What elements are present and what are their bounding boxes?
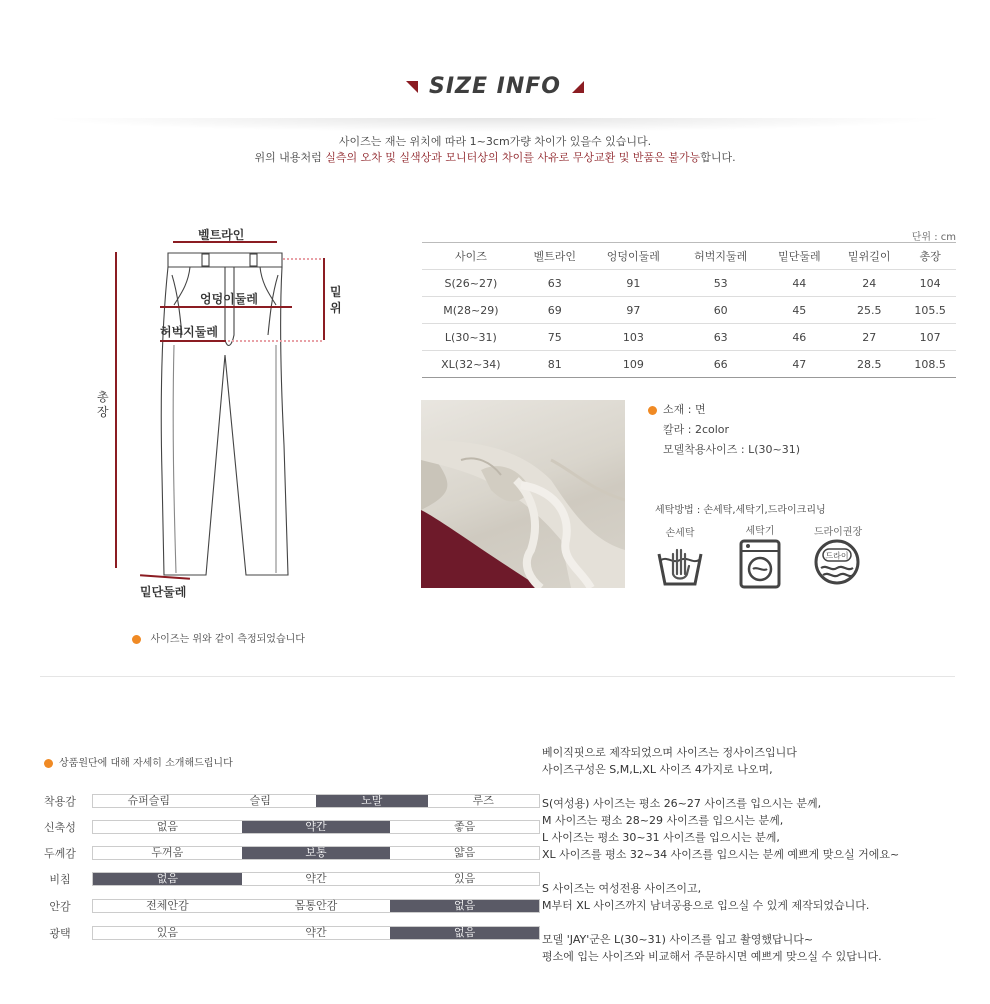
machine-wash-label: 세탁기: [745, 526, 775, 537]
cell: 45: [764, 297, 834, 324]
cell: 44: [764, 270, 834, 297]
fabric-row-label: 비침: [49, 873, 71, 886]
fabric-option-selected: 없음: [93, 873, 242, 885]
header-rise: 밑위길이: [834, 243, 904, 270]
table-row: [422, 351, 956, 378]
notice-line-1: 사이즈는 재는 위치에 따라 1~3cm가량 차이가 있을수 있습니다.: [338, 135, 652, 148]
cell: 107: [904, 324, 956, 351]
description-line: [542, 863, 899, 880]
fabric-row-label: 안감: [49, 900, 71, 913]
fabric-scale-bar: [92, 899, 540, 913]
total-length-measure-line: [115, 252, 117, 568]
cell: 63: [677, 324, 764, 351]
cell: 108.5: [904, 351, 956, 378]
color-line: 칼라 : 2color: [663, 423, 730, 436]
wash-method: 세탁방법 : 손세탁,세탁기,드라이크리닝: [655, 505, 826, 516]
title-text: SIZE INFO: [429, 74, 561, 99]
header-size: 사이즈: [422, 243, 520, 270]
model-size-line: 모델착용사이즈 : L(30~31): [663, 443, 801, 456]
cell: 105.5: [904, 297, 956, 324]
fabric-option: 약간: [305, 926, 327, 939]
header-hip: 엉덩이둘레: [590, 243, 677, 270]
bullet-icon: [44, 759, 53, 768]
description-line: [542, 778, 899, 795]
cell: 103: [590, 324, 677, 351]
thigh-measure-line: [160, 340, 226, 342]
fabric-row-label: 신축성: [44, 821, 76, 834]
notice-line-2: 위의 내용처럼 실측의 오차 및 실색상과 모니터상의 차이를 사유로 무상교환 및 반품은 불가능합니다.: [254, 151, 736, 164]
cell: M(28~29): [422, 297, 520, 324]
size-notice: [0, 134, 990, 166]
material-line: 소재 : 면: [648, 400, 800, 420]
bullet-icon: [132, 635, 141, 644]
rise-guide-top: [283, 258, 325, 260]
fabric-row: [40, 794, 500, 808]
fabric-row: [40, 820, 500, 834]
description-line: [542, 914, 899, 931]
fabric-option-selected: 보통: [242, 847, 391, 859]
cell: 28.5: [834, 351, 904, 378]
fabric-option: 전체안감: [146, 899, 189, 912]
fabric-scale-bar: [92, 926, 540, 940]
hand-wash-label: 손세탁: [665, 528, 695, 539]
table-header-row: [422, 243, 956, 270]
rise-measure-line: [323, 258, 325, 340]
size-table: [422, 242, 956, 378]
fabric-drawstring-illustration: [421, 400, 625, 588]
fabric-row: [40, 899, 500, 913]
cell: 91: [590, 270, 677, 297]
fabric-option-selected: 없음: [390, 900, 539, 912]
cell: XL(32~34): [422, 351, 520, 378]
description-line: L 사이즈는 평소 30~31 사이즈를 입으시는 분께,: [542, 831, 780, 844]
hand-wash-icon: [655, 540, 705, 590]
fabric-scale-bar: [92, 794, 540, 808]
cell: 75: [520, 324, 590, 351]
description-line: 사이즈구성은 S,M,L,XL 사이즈 4가지로 나오며,: [542, 763, 773, 776]
description-line: S 사이즈는 여성전용 사이즈이고,: [542, 882, 702, 895]
description-line: M부터 XL 사이즈까지 남녀공용으로 입으실 수 있게 제작되었습니다.: [542, 899, 870, 912]
cell: 104: [904, 270, 956, 297]
title-shadow-divider: [40, 118, 950, 132]
table-row: [422, 324, 956, 351]
fabric-row-label: 두께감: [44, 847, 76, 860]
diagram-note: 사이즈는 위와 같이 측정되었습니다: [132, 630, 305, 645]
header-hem: 밑단둘레: [764, 243, 834, 270]
cell: 63: [520, 270, 590, 297]
notice-warning: 실측의 오차 및 실색상과 모니터상의 차이를 사유로 무상교환 및 반품은 불가능: [325, 151, 701, 164]
title-right-triangle-icon: [572, 81, 584, 93]
cell: L(30~31): [422, 324, 520, 351]
fabric-option: 루즈: [472, 794, 494, 807]
hem-label: 밑단둘레: [140, 585, 187, 599]
description-line: 평소에 입는 사이즈와 비교해서 주문하시면 예쁘게 맞으실 수 있답니다.: [542, 950, 882, 963]
table-row: [422, 297, 956, 324]
fabric-option: 없음: [156, 820, 178, 833]
dry-clean-icon: [813, 538, 861, 586]
thigh-guide-line: [228, 340, 322, 342]
fabric-option: 있음: [454, 872, 476, 885]
table-row: [422, 270, 956, 297]
cell: 25.5: [834, 297, 904, 324]
cell: 27: [834, 324, 904, 351]
fabric-row-label: 착용감: [44, 795, 76, 808]
fabric-option: 얇음: [454, 846, 476, 859]
cell: 97: [590, 297, 677, 324]
hip-label: 엉덩이둘레: [200, 292, 258, 306]
cell: 81: [520, 351, 590, 378]
fabric-option: 슬림: [249, 794, 271, 807]
dry-clean-label: 드라이권장: [813, 527, 863, 538]
cell: 24: [834, 270, 904, 297]
product-description: [542, 744, 899, 965]
description-line: S(여성용) 사이즈는 평소 26~27 사이즈를 입으시는 분께,: [542, 797, 822, 810]
cell: 109: [590, 351, 677, 378]
cell: 69: [520, 297, 590, 324]
washing-machine-icon: [738, 538, 782, 590]
cell: 53: [677, 270, 764, 297]
product-info: [648, 400, 800, 460]
fabric-row: [40, 926, 500, 940]
description-line: 베이직핏으로 제작되었으며 사이즈는 정사이즈입니다: [542, 746, 797, 759]
fabric-row-label: 광택: [49, 927, 71, 940]
fabric-option: 슈퍼슬림: [127, 794, 170, 807]
section-title: [0, 74, 990, 99]
fabric-option: 좋음: [454, 820, 476, 833]
fabric-scale-bar: [92, 820, 540, 834]
thigh-label: 허벅지둘레: [160, 325, 218, 339]
unit-label: 단위 : cm: [911, 232, 956, 243]
section-divider: [40, 676, 955, 677]
fabric-option-selected: 약간: [242, 821, 391, 833]
bullet-icon: [648, 406, 657, 415]
fabric-option-selected: 없음: [390, 927, 539, 939]
fabric-option: 두꺼움: [151, 846, 184, 859]
header-belt: 벨트라인: [520, 243, 590, 270]
cell: 46: [764, 324, 834, 351]
product-detail-photo: [421, 400, 625, 588]
title-left-triangle-icon: [406, 81, 418, 93]
fabric-heading: 상품원단에 대해 자세히 소개해드립니다: [44, 754, 233, 769]
dry-clean-inner-text: 드라이: [825, 551, 849, 561]
fabric-option: 약간: [305, 872, 327, 885]
description-line: 모델 'JAY'군은 L(30~31) 사이즈를 입고 촬영했답니다~: [542, 933, 814, 946]
header-thigh: 허벅지둘레: [677, 243, 764, 270]
cell: 66: [677, 351, 764, 378]
fabric-row: [40, 846, 500, 860]
header-total: 총장: [904, 243, 956, 270]
fabric-row: [40, 872, 500, 886]
cell: 60: [677, 297, 764, 324]
description-line: XL 사이즈를 평소 32~34 사이즈를 입으시는 분께 예쁘게 맞으실 거에요~: [542, 848, 900, 861]
fabric-scale-bar: [92, 846, 540, 860]
fabric-option: 몸통안감: [294, 899, 338, 912]
rise-label: 밑 위: [330, 285, 342, 315]
cell: S(26~27): [422, 270, 520, 297]
belt-label: 벨트라인: [198, 228, 245, 242]
fabric-scale-bar: [92, 872, 540, 886]
total-length-label: 총 장: [97, 390, 109, 419]
description-line: M 사이즈는 평소 28~29 사이즈를 입으시는 분께,: [542, 814, 784, 827]
fabric-option-selected: 노말: [316, 795, 428, 807]
cell: 47: [764, 351, 834, 378]
fabric-option: 있음: [156, 926, 178, 939]
